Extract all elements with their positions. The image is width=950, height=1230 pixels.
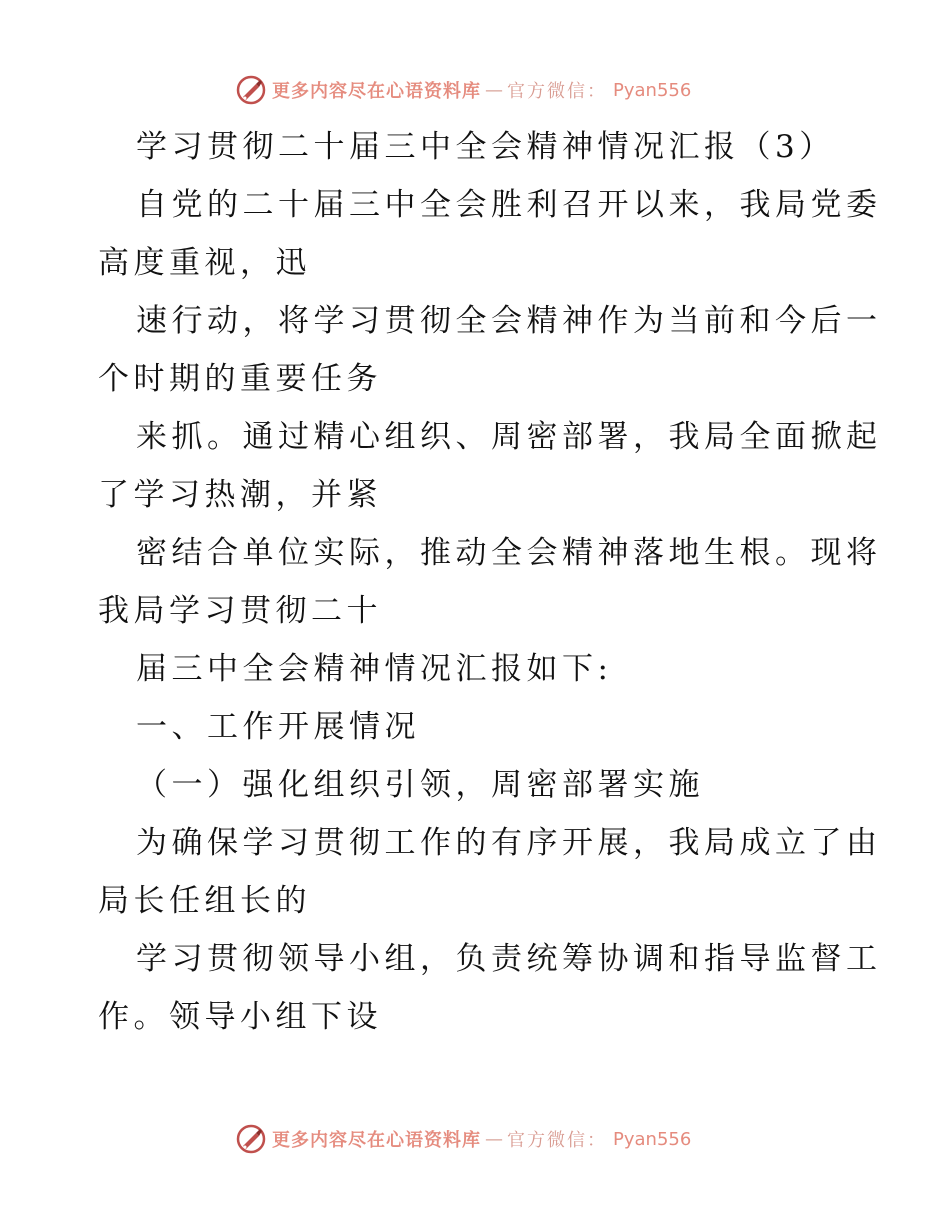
paragraph-line: 为确保学习贯彻工作的有序开展，我局成立了由 <box>136 825 882 861</box>
footer-watermark-banner <box>236 1121 716 1157</box>
header-wechat-label: 官方微信： <box>507 81 607 102</box>
paragraph-line: 来抓。通过精心组织、周密部署，我局全面掀起 <box>136 419 882 455</box>
paragraph-line: 速行动，将学习贯彻全会精神作为当前和今后一 <box>136 303 882 339</box>
paragraph-line: 了学习热潮，并紧 <box>98 477 382 513</box>
subsection-heading: （一）强化组织引领，周密部署实施 <box>136 767 704 803</box>
paragraph-line: 密结合单位实际，推动全会精神落地生根。现将 <box>136 535 882 571</box>
paragraph-line: 高度重视，迅 <box>98 245 311 281</box>
paragraph-line: 作。领导小组下设 <box>98 999 382 1035</box>
header-watermark-banner <box>236 72 716 108</box>
paragraph-line: 自党的二十届三中全会胜利召开以来，我局党委 <box>136 187 882 223</box>
document-title: 学习贯彻二十届三中全会精神情况汇报（3） <box>136 129 835 165</box>
header-wechat-id: Pyan556 <box>613 79 692 101</box>
pen-logo-icon <box>236 75 266 105</box>
pen-logo-icon <box>236 1124 266 1154</box>
footer-brand-text: 更多内容尽在心语资料库 <box>272 1130 481 1151</box>
header-separator: — <box>485 79 503 101</box>
paragraph-line: 个时期的重要任务 <box>98 361 382 397</box>
footer-separator: — <box>485 1128 503 1150</box>
paragraph-line: 我局学习贯彻二十 <box>98 593 382 629</box>
header-brand-text: 更多内容尽在心语资料库 <box>272 81 481 102</box>
section-heading: 一、工作开展情况 <box>136 709 420 745</box>
paragraph-line: 届三中全会精神情况汇报如下: <box>136 651 613 687</box>
paragraph-line: 局长任组长的 <box>98 883 311 919</box>
document-body <box>98 118 882 1046</box>
footer-wechat-id: Pyan556 <box>613 1128 692 1150</box>
footer-wechat-label: 官方微信： <box>507 1130 607 1151</box>
paragraph-line: 学习贯彻领导小组，负责统筹协调和指导监督工 <box>136 941 882 977</box>
